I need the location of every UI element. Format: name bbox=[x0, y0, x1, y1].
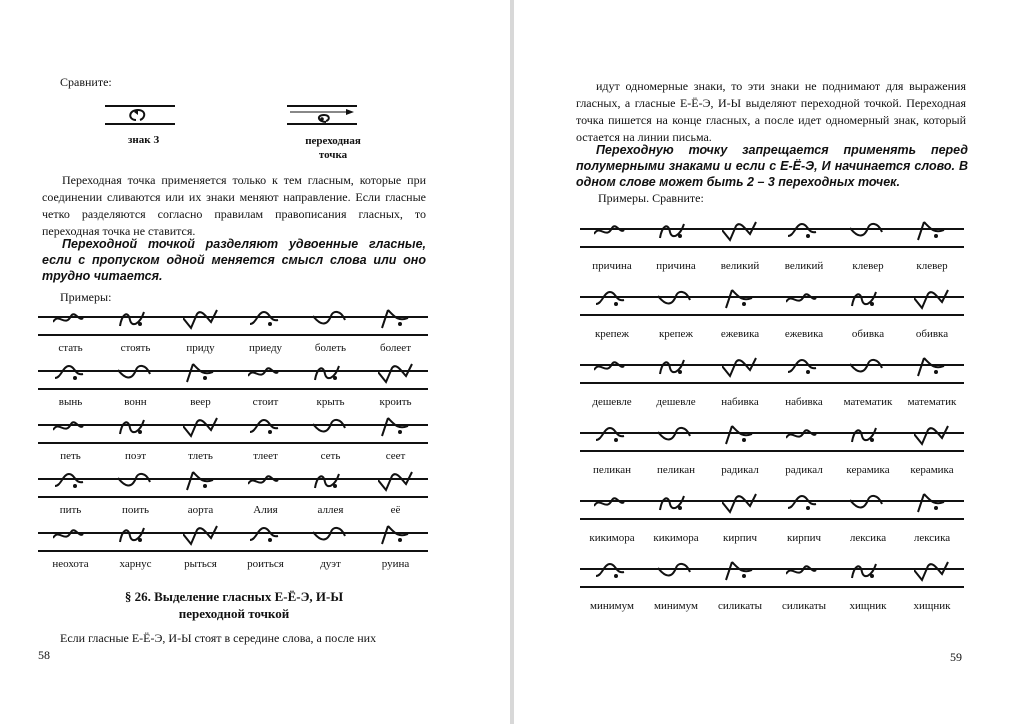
shorthand-glyph bbox=[722, 288, 758, 318]
right-row-writing-lines bbox=[580, 364, 964, 386]
example-word: кроить bbox=[379, 396, 412, 408]
example-word: ежевика bbox=[784, 328, 824, 340]
example-word: харнус bbox=[119, 558, 152, 570]
paragraph-one-dimension-signs: идут одномерные знаки, то эти знаки не поднимают для выражения гласных, а гласные Е-Ё-Э, И-Ы выделяют переходной точкой. Переходная точка пишется на конце гласных, а после идет одномерный знак, который остается на линии письма. bbox=[576, 79, 966, 144]
examples-heading: Примеры: bbox=[60, 290, 112, 304]
ruling-line bbox=[580, 246, 964, 248]
shorthand-glyph bbox=[248, 524, 284, 554]
example-word: силикаты bbox=[717, 600, 763, 612]
example-word: приду bbox=[186, 342, 215, 354]
ruling-line bbox=[580, 500, 964, 502]
shorthand-glyph bbox=[658, 356, 694, 386]
shorthand-glyph bbox=[914, 560, 950, 590]
right-row-writing-lines bbox=[580, 228, 964, 250]
shorthand-glyph bbox=[594, 560, 630, 590]
ruling-line bbox=[580, 296, 964, 298]
right-row-writing-lines bbox=[580, 432, 964, 454]
shorthand-glyph bbox=[786, 356, 822, 386]
transition-dot-figure bbox=[282, 98, 362, 132]
example-word: лексика bbox=[913, 532, 951, 544]
shorthand-glyph bbox=[53, 470, 89, 500]
example-word: тлеть bbox=[188, 450, 213, 462]
right-row-writing-lines bbox=[580, 500, 964, 522]
example-word: пеликан bbox=[592, 464, 632, 476]
shorthand-glyph bbox=[722, 560, 758, 590]
shorthand-glyph bbox=[658, 220, 694, 250]
example-word: петь bbox=[60, 450, 81, 462]
ruling-line bbox=[38, 370, 428, 372]
example-word: сеет bbox=[385, 450, 406, 462]
example-word: великий bbox=[720, 260, 760, 272]
example-word: руина bbox=[381, 558, 410, 570]
example-word: хищник bbox=[913, 600, 951, 612]
section-title bbox=[0, 588, 468, 622]
example-word: клевер bbox=[916, 260, 948, 272]
example-word: кирпич bbox=[722, 532, 758, 544]
example-word: сеть bbox=[320, 450, 341, 462]
ruling-line bbox=[580, 364, 964, 366]
page-number-left: 58 bbox=[38, 648, 50, 662]
example-word: лексика bbox=[849, 532, 887, 544]
shorthand-glyph bbox=[914, 424, 950, 454]
example-word: роиться bbox=[247, 558, 284, 570]
example-word: обивка bbox=[915, 328, 949, 340]
example-word: кикимора bbox=[589, 532, 635, 544]
shorthand-glyph bbox=[786, 288, 822, 318]
ruling-line bbox=[38, 316, 428, 318]
example-word: аллея bbox=[317, 504, 344, 516]
shorthand-glyph bbox=[313, 470, 349, 500]
example-word: крепеж bbox=[658, 328, 694, 340]
ruling-line bbox=[580, 382, 964, 384]
example-word: минимум bbox=[654, 600, 698, 612]
example-word: ежевика bbox=[720, 328, 760, 340]
shorthand-glyph bbox=[248, 416, 284, 446]
example-word: керамика bbox=[910, 464, 954, 476]
shorthand-glyph bbox=[722, 356, 758, 386]
znak-z-figure bbox=[100, 98, 180, 132]
shorthand-glyph bbox=[786, 560, 822, 590]
shorthand-glyph bbox=[722, 220, 758, 250]
shorthand-glyph bbox=[118, 308, 154, 338]
section-title-line2: переходной точкой bbox=[178, 606, 290, 621]
shorthand-glyph bbox=[914, 288, 950, 318]
shorthand-glyph bbox=[118, 362, 154, 392]
shorthand-glyph bbox=[378, 308, 414, 338]
example-word: дуэт bbox=[320, 558, 341, 570]
shorthand-glyph bbox=[594, 492, 630, 522]
example-word: крыть bbox=[316, 396, 345, 408]
example-word: стать bbox=[58, 342, 83, 354]
ruling-line bbox=[38, 478, 428, 480]
shorthand-glyph bbox=[850, 356, 886, 386]
example-word: обивка bbox=[851, 328, 885, 340]
example-word: стоит bbox=[252, 396, 279, 408]
shorthand-glyph bbox=[313, 524, 349, 554]
shorthand-glyph bbox=[722, 492, 758, 522]
examples-heading-right: Примеры. Сравните: bbox=[598, 191, 704, 205]
shorthand-glyph bbox=[594, 220, 630, 250]
transition-label-line1: переходная bbox=[305, 135, 361, 147]
shorthand-glyph bbox=[53, 362, 89, 392]
ruling-line bbox=[38, 442, 428, 444]
ruling-line bbox=[38, 334, 428, 336]
shorthand-glyph bbox=[850, 492, 886, 522]
example-word: керамика bbox=[846, 464, 890, 476]
ruling-line bbox=[38, 550, 428, 552]
example-word: поэт bbox=[124, 450, 147, 462]
example-word: дешевле bbox=[592, 396, 632, 408]
ruling-line bbox=[580, 450, 964, 452]
shorthand-glyph bbox=[183, 416, 219, 446]
shorthand-glyph bbox=[378, 416, 414, 446]
example-word: болеть bbox=[314, 342, 347, 354]
example-word: пеликан bbox=[656, 464, 696, 476]
section-first-line: Если гласные Е-Ё-Э, И-Ы стоят в середине слова, а после них bbox=[60, 631, 377, 645]
rule-forbidden-transition: Переходную точку запрещается применять перед полумерными знаками и если с Е-Ё-Э, И начинается слово. В одном слове может быть 2 – 3 переходных точек. bbox=[576, 143, 968, 189]
shorthand-glyph bbox=[183, 470, 219, 500]
shorthand-glyph bbox=[658, 424, 694, 454]
example-word: причина bbox=[656, 260, 696, 272]
shorthand-glyph bbox=[183, 362, 219, 392]
shorthand-glyph bbox=[914, 220, 950, 250]
shorthand-glyph bbox=[118, 524, 154, 554]
shorthand-glyph bbox=[118, 470, 154, 500]
transition-dot-label bbox=[300, 134, 366, 162]
shorthand-glyph bbox=[183, 308, 219, 338]
shorthand-glyph bbox=[313, 416, 349, 446]
shorthand-glyph bbox=[378, 524, 414, 554]
shorthand-glyph bbox=[378, 362, 414, 392]
example-word: набивка bbox=[721, 396, 759, 408]
shorthand-glyph bbox=[594, 424, 630, 454]
shorthand-glyph bbox=[183, 524, 219, 554]
shorthand-glyph bbox=[248, 308, 284, 338]
example-word: неохота bbox=[52, 558, 89, 570]
section-title-line1: § 26. Выделение гласных Е-Ё-Э, И-Ы bbox=[124, 589, 344, 604]
shorthand-glyph bbox=[850, 220, 886, 250]
shorthand-glyph bbox=[786, 424, 822, 454]
example-word: крепеж bbox=[594, 328, 630, 340]
rule-double-vowels: Переходной точкой разделяют удвоенные гласные, если с пропуском одной меняется смысл слова или оно трудно читается. bbox=[42, 237, 426, 283]
ruling-line bbox=[580, 314, 964, 316]
shorthand-glyph bbox=[914, 492, 950, 522]
example-word: силикаты bbox=[781, 600, 827, 612]
left-row-writing-lines bbox=[38, 424, 428, 446]
example-word: клевер bbox=[852, 260, 884, 272]
example-word: поить bbox=[121, 504, 150, 516]
shorthand-glyph bbox=[594, 288, 630, 318]
left-row-writing-lines bbox=[38, 478, 428, 500]
example-word: её bbox=[390, 504, 401, 516]
example-word: болеет bbox=[379, 342, 411, 354]
example-word: великий bbox=[784, 260, 824, 272]
shorthand-glyph bbox=[722, 424, 758, 454]
left-row-writing-lines bbox=[38, 532, 428, 554]
example-word: причина bbox=[592, 260, 632, 272]
example-word: хищник bbox=[849, 600, 887, 612]
example-word: аорта bbox=[187, 504, 214, 516]
example-word: вонн bbox=[124, 396, 147, 408]
shorthand-glyph bbox=[850, 424, 886, 454]
paragraph-transition-rule: Переходная точка применяется только к тем гласным, которые при соединении сливаются или их знаки меняют направление. Если гласные четко разделяются согласно правилам правописания гласных, то переходная точка не ставится. bbox=[42, 173, 426, 238]
ruling-line bbox=[580, 568, 964, 570]
shorthand-glyph bbox=[53, 416, 89, 446]
ruling-line bbox=[580, 228, 964, 230]
shorthand-glyph bbox=[658, 492, 694, 522]
shorthand-glyph bbox=[850, 288, 886, 318]
example-word: минимум bbox=[590, 600, 634, 612]
shorthand-glyph bbox=[850, 560, 886, 590]
shorthand-glyph bbox=[594, 356, 630, 386]
shorthand-glyph bbox=[658, 560, 694, 590]
shorthand-glyph bbox=[53, 524, 89, 554]
ruling-line bbox=[580, 586, 964, 588]
left-page bbox=[0, 0, 510, 724]
shorthand-glyph bbox=[313, 362, 349, 392]
shorthand-glyph bbox=[914, 356, 950, 386]
left-row-writing-lines bbox=[38, 370, 428, 392]
example-word: рыться bbox=[184, 558, 217, 570]
shorthand-glyph bbox=[378, 470, 414, 500]
example-word: кирпич bbox=[786, 532, 822, 544]
znak-z-label: знак З bbox=[128, 134, 160, 146]
compare-heading: Сравните: bbox=[60, 75, 112, 89]
shorthand-glyph bbox=[53, 308, 89, 338]
shorthand-glyph bbox=[248, 470, 284, 500]
example-word: стоять bbox=[120, 342, 151, 354]
shorthand-glyph bbox=[786, 492, 822, 522]
example-word: дешевле bbox=[656, 396, 696, 408]
example-word: вынь bbox=[58, 396, 83, 408]
ruling-line bbox=[580, 518, 964, 520]
shorthand-glyph bbox=[118, 416, 154, 446]
page-number-right: 59 bbox=[950, 650, 962, 664]
example-word: тлеет bbox=[253, 450, 278, 462]
example-word: набивка bbox=[785, 396, 823, 408]
right-page bbox=[514, 0, 1023, 724]
example-word: математик bbox=[907, 396, 957, 408]
ruling-line bbox=[38, 388, 428, 390]
transition-label-line2: точка bbox=[318, 149, 348, 161]
example-word: математик bbox=[843, 396, 893, 408]
shorthand-glyph bbox=[313, 308, 349, 338]
shorthand-glyph bbox=[658, 288, 694, 318]
ruling-line bbox=[38, 424, 428, 426]
left-row-writing-lines bbox=[38, 316, 428, 338]
example-word: Алия bbox=[253, 504, 278, 516]
ruling-line bbox=[38, 532, 428, 534]
example-word: кикимора bbox=[653, 532, 699, 544]
ruling-line bbox=[38, 496, 428, 498]
example-word: радикал bbox=[721, 464, 759, 476]
example-word: веер bbox=[190, 396, 211, 408]
example-word: пить bbox=[59, 504, 82, 516]
ruling-line bbox=[580, 432, 964, 434]
shorthand-glyph bbox=[786, 220, 822, 250]
shorthand-glyph bbox=[248, 362, 284, 392]
example-word: приеду bbox=[248, 342, 283, 354]
right-row-writing-lines bbox=[580, 568, 964, 590]
example-word: радикал bbox=[785, 464, 823, 476]
right-row-writing-lines bbox=[580, 296, 964, 318]
